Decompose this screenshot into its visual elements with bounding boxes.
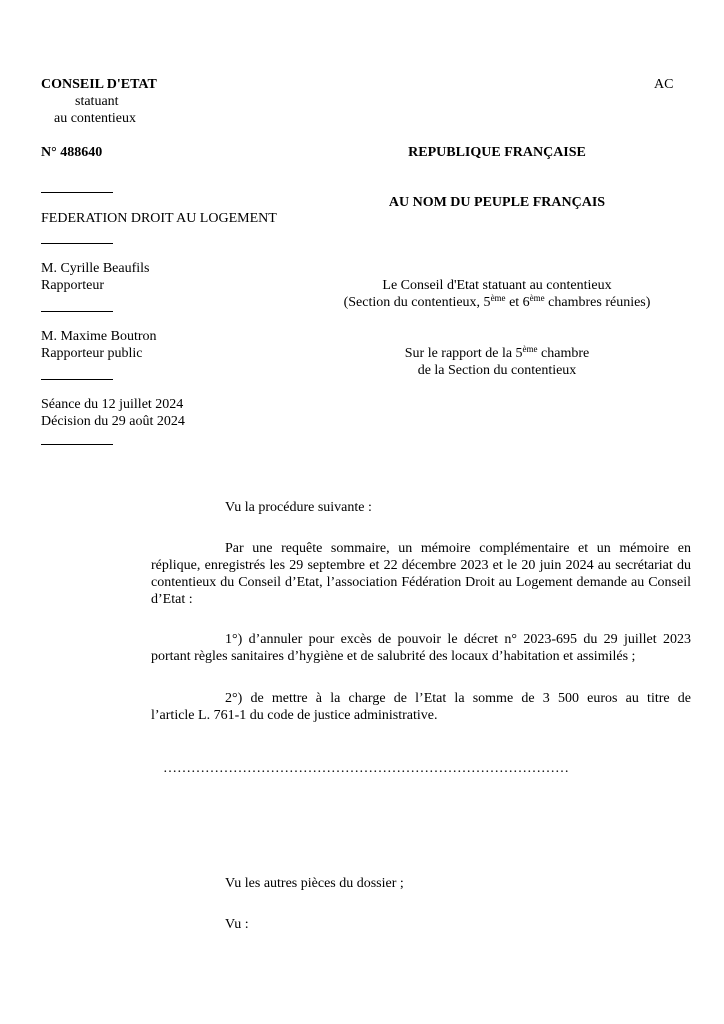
paragraph-line: contentieux du Conseil d’Etat, l’association Fédération Droit au Logement demande au Conseil	[151, 575, 691, 590]
rapporteur-name: M. Cyrille Beaufils	[41, 261, 150, 276]
request-paragraph	[151, 540, 691, 608]
paragraph-line: 2°) de mettre à la charge de l’Etat la somme de 3 500 euros au titre de	[225, 691, 691, 706]
republic-heading: REPUBLIQUE FRANÇAISE	[408, 145, 586, 160]
formation-line-1: Le Conseil d'Etat statuant au contentieux	[382, 278, 612, 293]
formation-text: chambres réunies)	[544, 295, 651, 310]
reference-code: AC	[654, 77, 674, 92]
claim-2-paragraph	[151, 690, 691, 724]
divider	[41, 192, 113, 193]
court-name: CONSEIL D'ETAT	[41, 77, 157, 92]
formation-text: et 6	[505, 295, 530, 310]
paragraph-line: d’Etat :	[151, 592, 193, 607]
divider	[41, 311, 113, 312]
superscript: ème	[529, 293, 545, 303]
claim-1-paragraph	[151, 631, 691, 665]
paragraph-line: portant règles sanitaires d’hygiène et de salubrité des locaux d’habitation et assimilés ;	[151, 649, 636, 664]
divider	[41, 243, 113, 244]
superscript: ème	[522, 344, 538, 354]
report-line-2: de la Section du contentieux	[417, 363, 577, 378]
seen-line: Vu :	[225, 917, 249, 932]
court-subtitle-line-2: au contentieux	[54, 111, 137, 126]
procedure-heading: Vu la procédure suivante :	[225, 500, 372, 515]
formation-line-2	[300, 294, 694, 311]
decision-date: Décision du 29 août 2024	[41, 414, 185, 429]
party-name: FEDERATION DROIT AU LOGEMENT	[41, 211, 277, 226]
paragraph-line: Par une requête sommaire, un mémoire complémentaire et un mémoire en	[225, 541, 691, 556]
paragraph-line: 1°) d’annuler pour excès de pouvoir le décret n° 2023-695 du 29 juillet 2023	[225, 632, 691, 647]
public-rapporteur-name: M. Maxime Boutron	[41, 329, 157, 344]
divider	[41, 379, 113, 380]
superscript: ème	[490, 293, 506, 303]
other-documents-line: Vu les autres pièces du dossier ;	[225, 876, 404, 891]
report-text: chambre	[537, 346, 590, 361]
rapporteur-role: Rapporteur	[41, 278, 104, 293]
paragraph-line: réplique, enregistrés les 29 septembre et 22 décembre 2023 et le 20 juin 2024 au secrétariat du	[151, 558, 691, 573]
people-heading: AU NOM DU PEUPLE FRANÇAIS	[388, 195, 606, 210]
report-line-1	[300, 345, 694, 362]
hearing-date: Séance du 12 juillet 2024	[41, 397, 184, 412]
omission-dots: ……………………………………………………………………………	[163, 761, 569, 776]
paragraph-line: l’article L. 761-1 du code de justice administrative.	[151, 708, 438, 723]
court-subtitle-line-1: statuant	[75, 94, 119, 109]
public-rapporteur-role: Rapporteur public	[41, 346, 143, 361]
report-text: Sur le rapport de la 5	[404, 346, 523, 361]
case-number: N° 488640	[41, 145, 103, 160]
formation-text: (Section du contentieux, 5	[343, 295, 491, 310]
divider	[41, 444, 113, 445]
